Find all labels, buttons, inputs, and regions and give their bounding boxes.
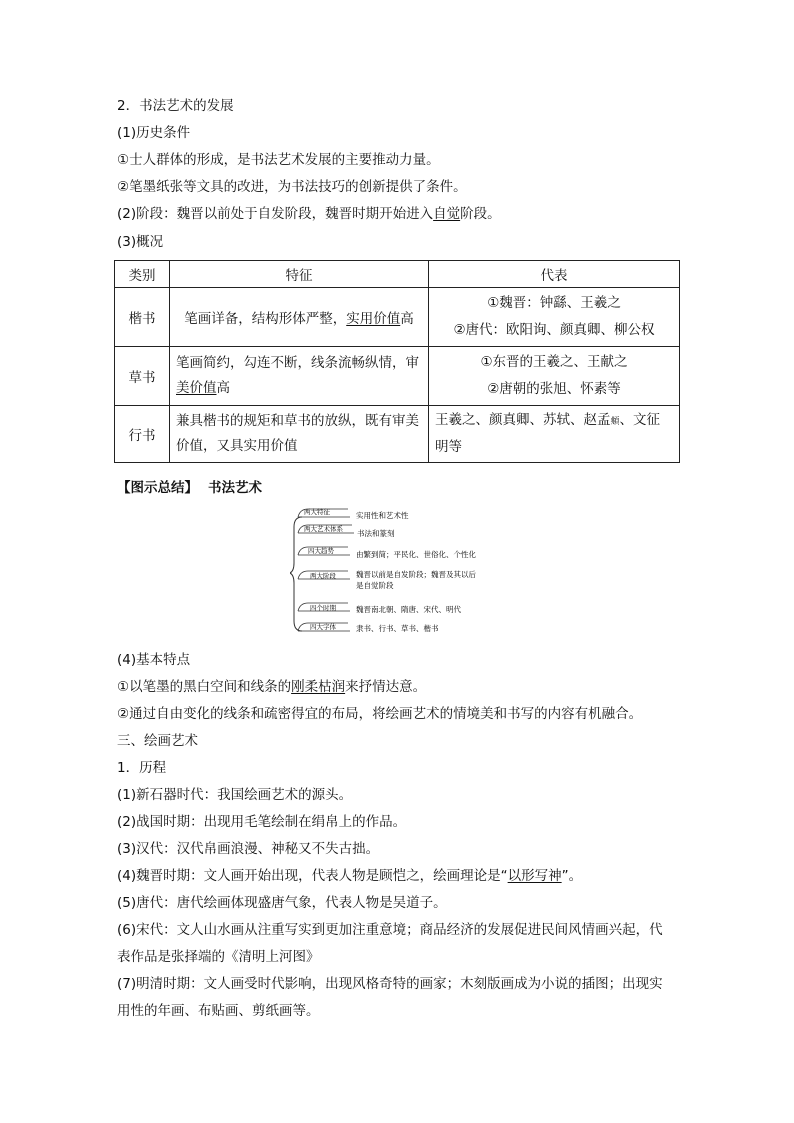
painting-item-7-line-2: 用性的年画、布贴画、剪纸画等。 — [117, 1003, 320, 1019]
rep-line-2: ②唐代：欧阳询、颜真卿、柳公权 — [453, 322, 655, 338]
diagram-label: 四大字体 — [310, 623, 336, 631]
summary-label: 【图示总结】 — [117, 480, 198, 496]
feature-suffix: 高 — [216, 380, 230, 396]
table-header-row — [115, 261, 680, 288]
header-category: 类别 — [115, 261, 170, 288]
feature-1-prefix: ①以笔墨的黑白空间和线条的 — [117, 679, 292, 695]
diagram-item — [298, 546, 476, 559]
rep-line-1: ①魏晋：钟繇、王羲之 — [487, 295, 621, 311]
overview-title: (3)概况 — [117, 234, 164, 250]
diagram-label: 两大特征 — [304, 508, 330, 516]
diagram-item — [298, 603, 461, 614]
row-category: 草书 — [115, 347, 170, 406]
feature-line-2: 价值，又具实用价值 — [176, 438, 298, 454]
item-4-prefix: (4)魏晋时期：文人画开始出现，代表人物是顾恺之，绘画理论是“ — [117, 868, 508, 884]
item-4-underlined: 以形写神 — [507, 868, 562, 884]
stage-underlined: 自觉 — [433, 206, 461, 222]
painting-item-5: (5)唐代：唐代绘画体现盛唐气象，代表人物是吴道子。 — [117, 895, 447, 911]
diagram-item — [298, 507, 409, 520]
feature-underlined: 美价值 — [176, 380, 217, 396]
calligraphy-summary-diagram — [290, 503, 520, 643]
stage-suffix: 阶段。 — [460, 206, 501, 222]
basic-features-title: (4)基本特点 — [117, 652, 191, 668]
diagram-value: 书法和篆刻 — [357, 529, 395, 538]
rep-small-char: 頫 — [610, 417, 620, 427]
row-representative — [429, 288, 680, 347]
rep-line-2: 明等 — [435, 439, 462, 455]
row-representative — [429, 347, 680, 406]
summary-title: 书法艺术 — [208, 480, 262, 496]
feature-1-suffix: 来抒情达意。 — [345, 679, 427, 695]
diagram-label: 两大艺术体系 — [304, 525, 343, 533]
history-item-1: ①士人群体的形成，是书法艺术发展的主要推动力量。 — [117, 152, 440, 168]
feature-1-underlined: 刚柔枯润 — [291, 679, 346, 695]
painting-item-3: (3)汉代：汉代帛画浪漫、神秘又不失古拙。 — [117, 841, 380, 857]
basic-feature-1 — [117, 677, 426, 697]
feature-suffix: 高 — [400, 311, 414, 327]
row-category: 楷书 — [115, 288, 170, 347]
feature-text: 笔画详备，结构形体严整， — [184, 311, 347, 327]
painting-item-7-line-1: (7)明清时期：文人画受时代影响，出现风格奇特的画家；木刻版画成为小说的插图；出现实 — [117, 976, 663, 992]
row-feature — [170, 288, 429, 347]
calligraphy-overview-table — [114, 260, 680, 463]
diagram-item — [298, 524, 395, 538]
stage-prefix: (2)阶段：魏晋以前处于自发阶段，魏晋时期开始进入 — [117, 206, 434, 222]
summary-heading — [117, 478, 262, 498]
painting-history-heading: 1．历程 — [117, 760, 167, 776]
table-row — [115, 347, 680, 406]
diagram-value: 魏晋以前是自发阶段；魏晋及其以后 — [356, 570, 476, 579]
diagram-value-2: 是自觉阶段 — [356, 581, 394, 590]
header-feature: 特征 — [170, 261, 429, 288]
row-representative — [429, 406, 680, 463]
section-heading-calligraphy-development: 2．书法艺术的发展 — [117, 98, 234, 114]
table-row — [115, 288, 680, 347]
basic-feature-2: ②通过自由变化的线条和疏密得宜的布局，将绘画艺术的情境美和书写的内容有机融合。 — [117, 706, 643, 722]
row-feature — [170, 406, 429, 463]
painting-item-4 — [117, 866, 582, 886]
diagram-item — [298, 569, 476, 590]
rep-line-1: 王羲之、颜真卿、苏轼、赵孟 — [435, 412, 611, 428]
diagram-label: 四个时期 — [310, 604, 336, 612]
feature-line-1: 兼具楷书的规矩和草书的放纵，既有审美 — [176, 413, 419, 429]
painting-item-1: (1)新石器时代：我国绘画艺术的源头。 — [117, 787, 353, 803]
rep-line-1-suffix: 、文征 — [619, 412, 661, 428]
table-row — [115, 406, 680, 463]
feature-line-1: 笔画简约，勾连不断，线条流畅纵情，审 — [176, 355, 419, 371]
history-conditions-title: (1)历史条件 — [117, 125, 191, 141]
row-category: 行书 — [115, 406, 170, 463]
diagram-value: 隶书、行书、草书、楷书 — [356, 624, 439, 633]
painting-item-6-line-1: (6)宋代：文人山水画从注重写实到更加注重意境；商品经济的发展促进民间风情画兴起，代 — [117, 922, 663, 938]
section-heading-painting: 三、绘画艺术 — [117, 733, 198, 749]
row-feature — [170, 347, 429, 406]
painting-item-6-line-2: 表作品是张择端的《清明上河图》 — [117, 949, 320, 965]
painting-item-2: (2)战国时期：出现用毛笔绘制在绢帛上的作品。 — [117, 814, 407, 830]
diagram-value: 实用性和艺术性 — [356, 511, 409, 520]
header-representative: 代表 — [429, 261, 680, 288]
diagram-value: 由繁到简；平民化、世俗化、个性化 — [356, 550, 476, 559]
rep-line-1: ①东晋的王羲之、王献之 — [480, 354, 628, 370]
history-item-2: ②笔墨纸张等文具的改进，为书法技巧的创新提供了条件。 — [117, 179, 467, 195]
rep-line-2: ②唐朝的张旭、怀素等 — [487, 381, 621, 397]
diagram-item — [298, 622, 439, 633]
item-4-suffix: ”。 — [561, 868, 583, 884]
stage-line — [117, 204, 501, 224]
diagram-value: 魏晋南北朝、隋唐、宋代、明代 — [356, 605, 461, 614]
feature-underlined: 实用价值 — [346, 311, 401, 327]
diagram-label: 两大阶段 — [310, 572, 336, 580]
diagram-label: 四大趋势 — [308, 547, 334, 555]
